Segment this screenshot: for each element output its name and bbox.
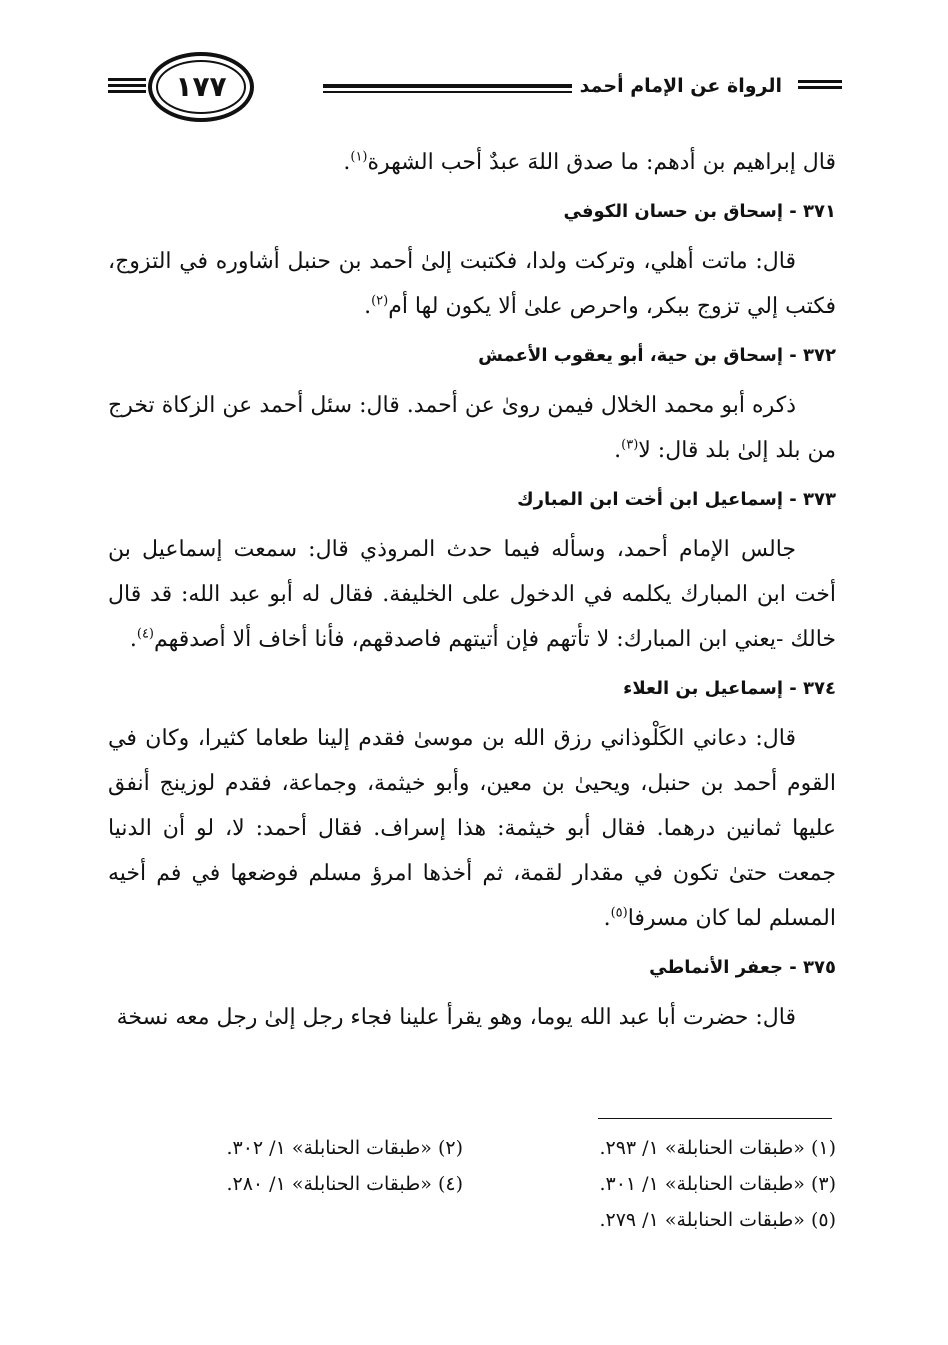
page-header <box>108 48 842 132</box>
entry-heading-375: ٣٧٥ - جعفر الأنماطي <box>649 957 836 978</box>
entry-text: قال: حضرت أبا عبد الله يوما، وهو يقرأ علينا فجاء رجل إلىٰ رجل معه نسخة <box>116 1005 796 1030</box>
entry-paragraph-372 <box>108 383 836 473</box>
entry-end: . <box>614 438 622 463</box>
intro-end: . <box>343 150 351 175</box>
entry-text: جالس الإمام أحمد، وسأله فيما حدث المروذي قال: سمعت إسماعيل بن أخت ابن المبارك يكلمه في الدخول على الخليفة. فقال له أبو عبد الله: قد قال خالك -يعني ابن المبارك: لا تأتهم فإن أتيتهم فاصدقهم، فأنا أخاف ألا أصدقهم <box>108 537 836 652</box>
entry-text: قال: دعاني الكَلْوذاني رزق الله بن موسىٰ فقدم إلينا طعاما كثيرا، وكان في القوم أحمد بن حنبل، ويحيىٰ بن معين، وأبو خيثمة، وجماعة، فقدم لوزينج أنفق عليها ثمانين درهما. فقال أبو خيثمة: هذا إسراف. فقال أحمد: لا، لو أن الدنيا جمعت حتىٰ تكون في مقدار لقمة، ثم أخذها امرؤ مسلم فوضعها في فم أخيه المسلم لما كان مسرفا <box>108 726 836 931</box>
footnote-ref: (٥) <box>610 905 628 921</box>
entry-paragraph-373 <box>108 527 836 662</box>
footnote-2: (٢) «طبقات الحنابلة» ١/ ٣٠٢. <box>226 1137 463 1159</box>
footnote-ref: (٣) <box>621 437 639 453</box>
page-number-badge <box>148 52 254 122</box>
entry-heading-373: ٣٧٣ - إسماعيل ابن أخت ابن المبارك <box>517 489 836 510</box>
intro-text: قال إبراهيم بن أدهم: ما صدق اللهَ عبدٌ أحب الشهرة <box>367 150 836 175</box>
entry-paragraph-375 <box>108 995 836 1040</box>
footnote-ref: (٢) <box>371 293 389 309</box>
intro-paragraph <box>108 140 836 185</box>
entry-end: . <box>603 906 611 931</box>
footnote-1: (١) «طبقات الحنابلة» ١/ ٢٩٣. <box>599 1137 836 1159</box>
header-left-ornament <box>108 78 146 98</box>
running-title: الرواة عن الإمام أحمد <box>572 68 790 104</box>
entry-heading-372: ٣٧٢ - إسحاق بن حية، أبو يعقوب الأعمش <box>478 345 836 366</box>
entry-end: . <box>364 294 372 319</box>
footnote-5: (٥) «طبقات الحنابلة» ١/ ٢٧٩. <box>599 1209 836 1231</box>
entry-end: . <box>129 627 137 652</box>
footnote-3: (٣) «طبقات الحنابلة» ١/ ٣٠١. <box>599 1173 836 1195</box>
footnote-4: (٤) «طبقات الحنابلة» ١/ ٢٨٠. <box>226 1173 463 1195</box>
footnote-separator <box>598 1118 832 1119</box>
main-text <box>108 140 836 1052</box>
entry-heading-374: ٣٧٤ - إسماعيل بن العلاء <box>623 678 836 699</box>
header-right-ornament <box>798 80 842 96</box>
footnote-ref: (١) <box>350 149 368 165</box>
footnotes <box>110 1132 836 1236</box>
footnote-ref: (٤) <box>136 626 154 642</box>
entry-paragraph-374 <box>108 716 836 941</box>
entry-text: ذكره أبو محمد الخلال فيمن روىٰ عن أحمد. قال: سئل أحمد عن الزكاة تخرج من بلد إلىٰ بلد قال: لا <box>108 393 836 463</box>
entry-heading-371: ٣٧١ - إسحاق بن حسان الكوفي <box>563 201 836 222</box>
entry-paragraph-371 <box>108 239 836 329</box>
page-number: ١٧٧ <box>175 70 227 103</box>
entry-text: قال: ماتت أهلي، وتركت ولدا، فكتبت إلىٰ أحمد بن حنبل أشاوره في التزوج، فكتب إلي تزوج ببكر، واحرص علىٰ ألا يكون لها أم <box>108 249 836 319</box>
